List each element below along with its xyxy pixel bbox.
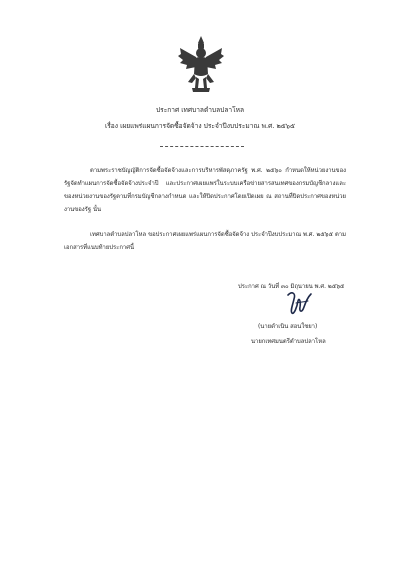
handwritten-signature-icon <box>284 289 314 317</box>
signer-position: นายกเทศมนตรีตำบลปลาโหล <box>251 339 326 345</box>
announcement-subject: เรื่อง เผยแพร่แผนการจัดซื้อจัดจ้าง ประจำปีงบประมาณ พ.ศ. ๒๕๖๕ <box>105 122 295 130</box>
body-paragraph-2: เทศบาลตำบลปลาโหล ขอประกาศเผยแพร่แผนการจัดซื้อจัดจ้าง ประจำปีงบประมาณ พ.ศ. ๒๕๖๕ ตามเอกสารที่แนบท้ายประกาศนี้ <box>64 232 346 251</box>
body-paragraph-1: ตามพระราชบัญญัติการจัดซื้อจัดจ้างและการบริหารพัสดุภาครัฐ พ.ศ. ๒๕๖๐ กำหนดให้หน่วยงานของรัฐจัดทำแผนการจัดซื้อจัดจ้างประจำปี และประกาศเผยแพร่ในระบบเครือข่ายสารสนเทศของกรมบัญชีกลางและของหน่วยงานของรัฐตามที่กรมบัญชีกลางกำหนด และให้ปิดประกาศโดยเปิดเผย ณ สถานที่ปิดประกาศของหน่วยงานของรัฐ นั้น <box>64 168 346 213</box>
signer-name: (นายดำเนิน สอนใชยา) <box>258 324 318 330</box>
garuda-emblem-icon <box>178 36 224 92</box>
announcement-title: ประกาศ เทศบาลตำบลปลาโหล <box>155 106 245 114</box>
announcement-date: ประกาศ ณ วันที่ ๓๐ มิถุนายน พ.ศ. ๒๕๖๕ <box>238 284 345 290</box>
divider <box>160 146 244 147</box>
